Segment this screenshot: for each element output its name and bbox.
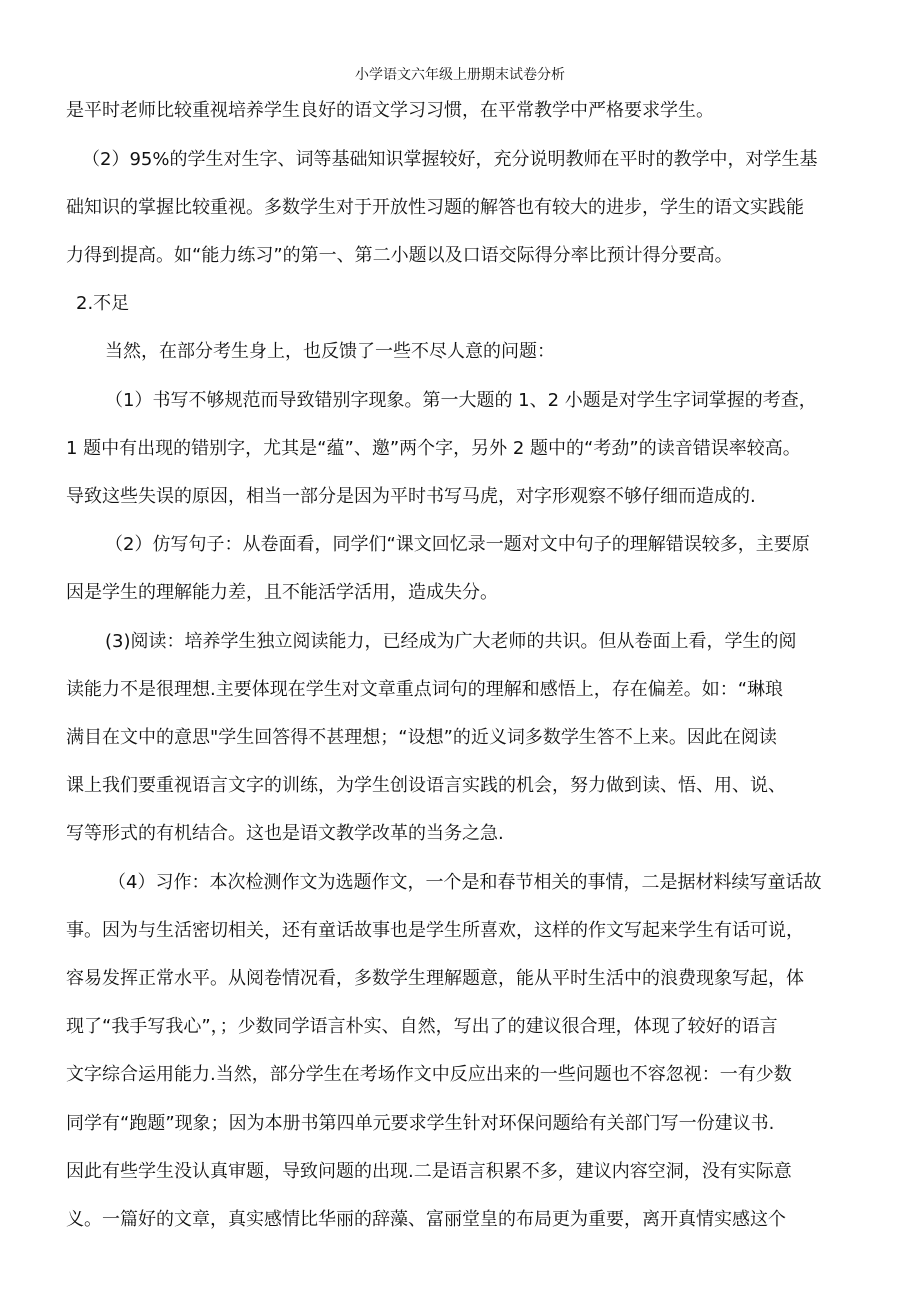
section-heading-deficiency: 2.不足 [76,293,130,314]
text-line-16: 写等形式的有机结合。这也是语文教学改革的当务之急. [66,823,504,844]
text-line-4: 力得到提高。如“能力练习”的第一、第二小题以及口语交际得分率比预计得分要高。 [66,245,733,266]
text-line-17: （4）习作：本次检测作文为选题作文，一个是和春节相关的事情，二是据材料续写童话故 [108,872,822,893]
text-line-15: 课上我们要重视语言文字的训练，为学生创设语言实践的机会，努力做到读、悟、用、说、 [66,775,786,796]
text-line-2: （2）95%的学生对生字、词等基础知识掌握较好，充分说明教师在平时的教学中，对学生基 [82,149,818,170]
text-line-24: 义。一篇好的文章，真实感情比华丽的辞藻、富丽堂皇的布局更为重要，离开真情实感这个 [66,1209,786,1230]
text-line-23: 因此有些学生没认真审题，导致问题的出现.二是语言积累不多，建议内容空洞，没有实际意 [66,1161,792,1182]
text-line-18: 事。因为与生活密切相关，还有童话故事也是学生所喜欢，这样的作文写起来学生有话可说， [66,920,804,941]
page-header-title: 小学语文六年级上册期末试卷分析 [355,67,565,83]
text-line-22: 同学有“跑题”现象；因为本册书第四单元要求学生针对环保问题给有关部门写一份建议书. [66,1113,775,1134]
text-line-21: 文字综合运用能力.当然，部分学生在考场作文中反应出来的一些问题也不容忽视：一有少数 [66,1064,792,1085]
text-line-19: 容易发挥正常水平。从阅卷情况看，多数学生理解题意，能从平时生活中的浪费现象写起，体 [66,968,804,989]
text-line-12: (3)阅读：培养学生独立阅读能力，已经成为广大老师的共识。但从卷面上看，学生的阅 [105,631,797,652]
text-line-10: （2）仿写句子：从卷面看，同学们“课文回忆录一题对文中句子的理解错误较多，主要原 [105,534,810,555]
text-line-9: 导致这些失误的原因，相当一部分是因为平时书写马虎，对字形观察不够仔细而造成的. [66,486,756,507]
text-line-6: 当然，在部分考生身上，也反馈了一些不尽人意的问题： [105,341,555,362]
text-line-13: 读能力不是很理想.主要体现在学生对文章重点词句的理解和感悟上，存在偏差。如：“琳琅 [66,679,784,700]
text-line-14: 满目在文中的意思"学生回答得不甚理想；“设想”的近义词多数学生答不上来。因此在阅读 [66,727,777,748]
text-line-3: 础知识的掌握比较重视。多数学生对于开放性习题的解答也有较大的进步，学生的语文实践能 [66,197,804,218]
text-line-7: （1）书写不够规范而导致错别字现象。第一大题的 1、2 小题是对学生字词掌握的考查， [105,390,817,411]
text-line-20: 现了“我手写我心”，；少数同学语言朴实、自然，写出了的建议很合理，体现了较好的语言 [66,1016,778,1037]
text-line-8: 1 题中有出现的错别字，尤其是“蕴”、邀”两个字，另外 2 题中的“考劲”的读音错误率较高。 [66,438,801,459]
text-line-11: 因是学生的理解能力差，且不能活学活用，造成失分。 [66,582,498,603]
text-line-1: 是平时老师比较重视培养学生良好的语文学习习惯，在平常教学中严格要求学生。 [66,100,714,121]
